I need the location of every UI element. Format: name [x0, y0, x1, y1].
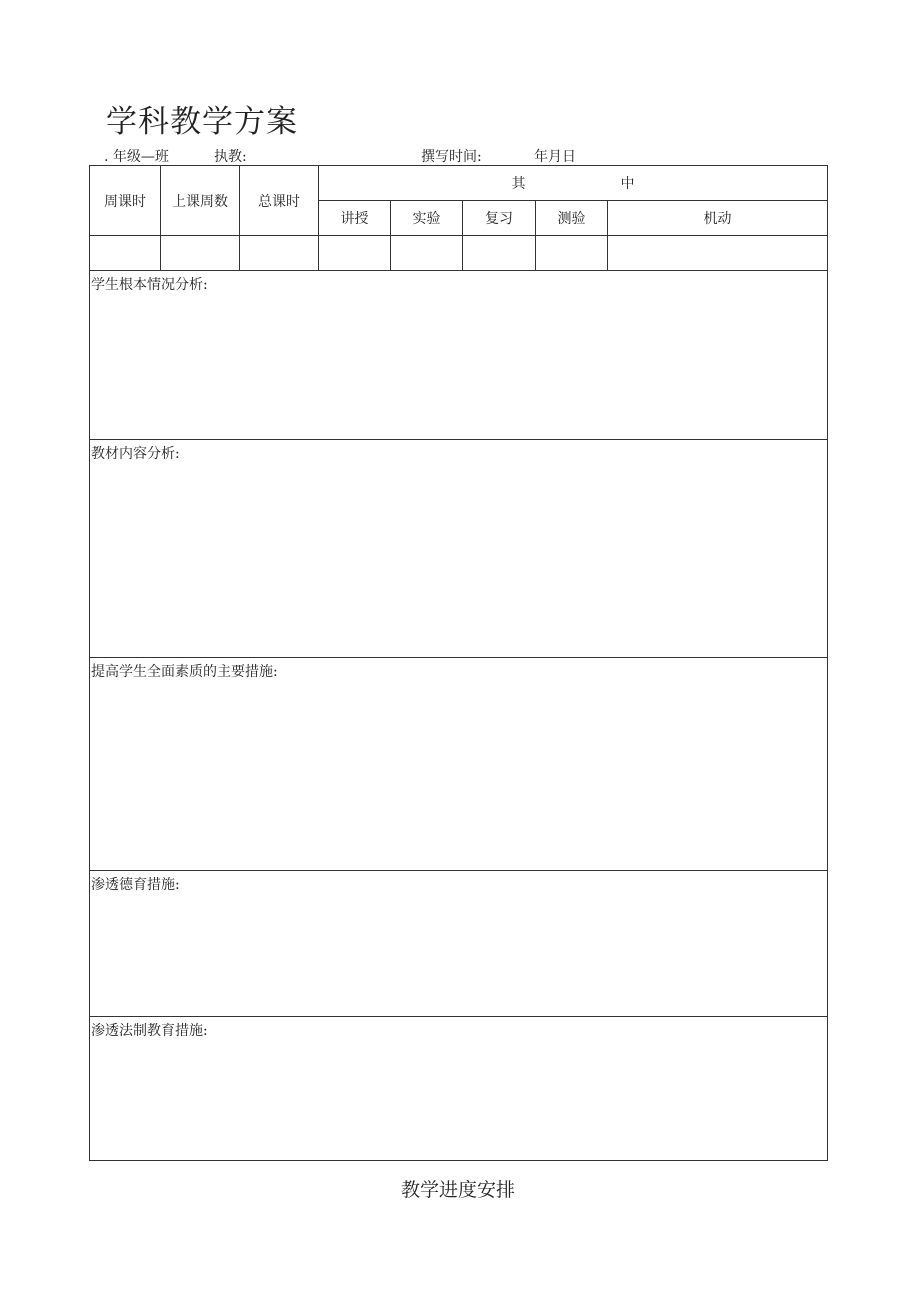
lecture-cell[interactable] — [319, 236, 391, 271]
header-experiment: 实验 — [391, 201, 463, 236]
header-weekly-hours: 周课时 — [90, 166, 161, 236]
header-test: 测验 — [536, 201, 608, 236]
moral-education-section[interactable]: 渗透德育措施: — [90, 871, 828, 1017]
grade-class-label: . 年级—班 — [104, 149, 169, 165]
header-review: 复习 — [463, 201, 536, 236]
value-row — [90, 236, 828, 271]
header-among — [319, 166, 828, 201]
student-analysis-section[interactable]: 学生根本情况分析: — [90, 271, 828, 440]
section-row — [90, 440, 828, 658]
header-total-hours: 总课时 — [240, 166, 319, 236]
written-time-label: 撰写时间: — [421, 149, 482, 165]
header-lecture: 讲授 — [319, 201, 391, 236]
header-flexible: 机动 — [608, 201, 828, 236]
among-right: 中 — [620, 176, 635, 192]
date-label: 年月日 — [534, 149, 576, 165]
weeks-cell[interactable] — [161, 236, 240, 271]
flexible-cell[interactable] — [608, 236, 828, 271]
legal-education-section[interactable]: 渗透法制教育措施: — [90, 1017, 828, 1161]
section-row — [90, 1017, 828, 1161]
quality-measures-section[interactable]: 提高学生全面素质的主要措施: — [90, 658, 828, 871]
plan-table — [89, 165, 828, 1161]
test-cell[interactable] — [536, 236, 608, 271]
textbook-analysis-section[interactable]: 教材内容分析: — [90, 440, 828, 658]
total-hours-cell[interactable] — [240, 236, 319, 271]
experiment-cell[interactable] — [391, 236, 463, 271]
schedule-title: 教学进度安排 — [400, 1179, 515, 1201]
among-label — [508, 173, 638, 193]
weekly-hours-cell[interactable] — [90, 236, 161, 271]
teacher-label: 执教: — [214, 149, 247, 165]
header-weeks: 上课周数 — [161, 166, 240, 236]
section-row — [90, 271, 828, 440]
among-left: 其 — [511, 176, 526, 192]
document-title: 学科教学方案 — [106, 104, 298, 140]
section-row — [90, 871, 828, 1017]
section-row — [90, 658, 828, 871]
review-cell[interactable] — [463, 236, 536, 271]
header-row-1 — [90, 166, 828, 201]
